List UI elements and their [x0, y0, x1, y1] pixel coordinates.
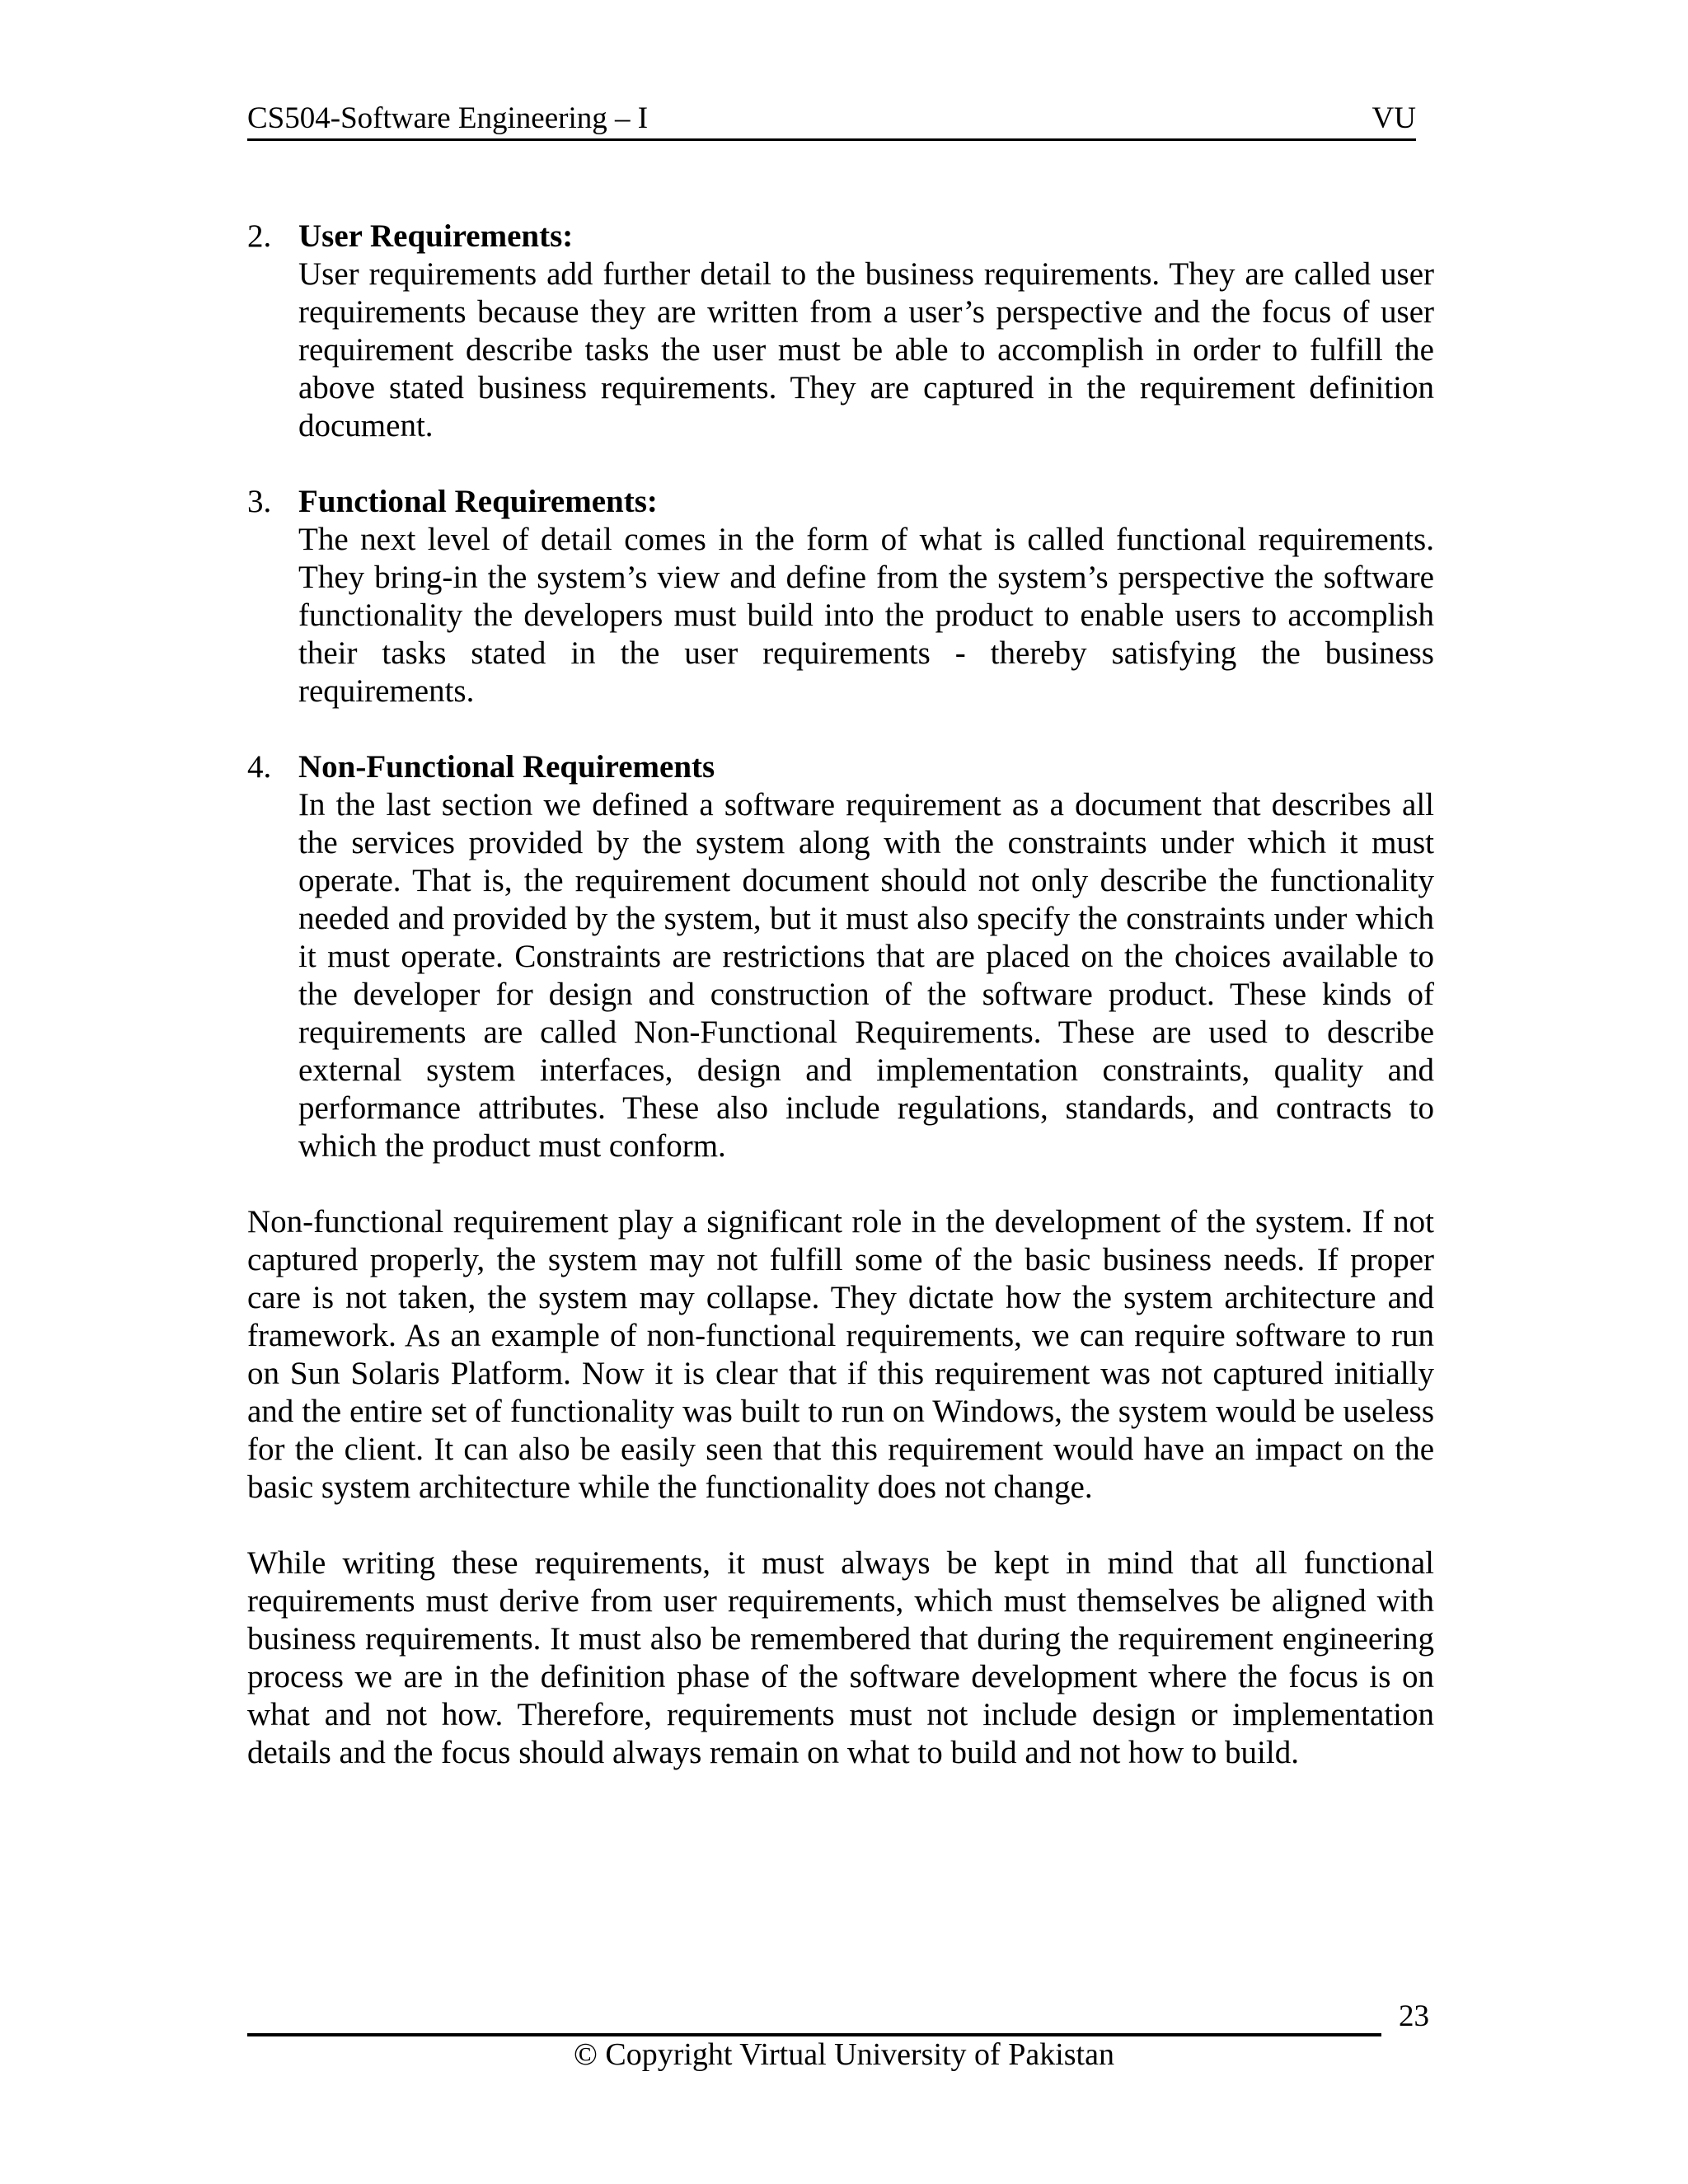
copyright-notice: © Copyright Virtual University of Pakistan [573, 2037, 1114, 2072]
section-title: User Requirements: [298, 218, 574, 254]
section-title: Non-Functional Requirements [298, 749, 715, 785]
section-title: Functional Requirements: [298, 484, 658, 519]
list-number: 4. [247, 749, 272, 785]
section-body: User requirements add further detail to the business requirements. They are called user requirements because they are written from a user’s perspective and the focus of user requirement describe tasks the user must be able to accomplish in order to fulfill the above stated business requirements. They are captured in the requirement definition document. [298, 256, 1434, 443]
list-item-non-functional-requirements [247, 748, 1434, 1165]
page-number: 23 [1399, 1999, 1429, 2033]
list-number: 3. [247, 484, 272, 519]
list-item-functional-requirements [247, 483, 1434, 710]
list-number: 2. [247, 218, 272, 254]
paragraph-writing-requirements: While writing these requirements, it must always be kept in mind that all functional requirements must derive from user requirements, which must themselves be aligned with business requirements. It must also be remembered that during the requirement engineering process we are in the definition phase of the software development where the focus is on what and not how. Therefore, requirements must not include design or implementation details and the focus should always remain on what to build and not how to build. [247, 1545, 1434, 1770]
section-body: In the last section we defined a software requirement as a document that describes all the services provided by the system along with the constraints under which it must operate. That is, the requirement document should not only describe the functionality needed and provided by the system, but it must also specify the constraints under which it must operate. Constraints are restrictions that are placed on the choices available to the developer for design and construction of the software product. These kinds of requirements are called Non-Functional Requirements. These are used to describe external system interfaces, design and implementation constraints, quality and performance attributes. These also include regulations, standards, and contracts to which the product must conform. [298, 787, 1434, 1164]
course-title: CS504-Software Engineering – I [247, 101, 649, 135]
paragraph-non-functional-role: Non-functional requirement play a significant role in the development of the system. If not captured properly, the system may not fulfill some of the basic business needs. If proper care is not taken, the system may collapse. They dictate how the system architecture and framework. As an example of non-functional requirements, we can require software to run on Sun Solaris Platform. Now it is clear that if this requirement was not captured initially and the entire set of functionality was built to run on Windows, the system would be useless for the client. It can also be easily seen that this requirement would have an impact on the basic system architecture while the functionality does not change. [247, 1204, 1434, 1505]
page-content [247, 218, 1434, 1810]
page-header [247, 97, 1416, 141]
list-item-user-requirements [247, 218, 1434, 445]
institution-label: VU [1372, 101, 1416, 135]
section-body: The next level of detail comes in the form of what is called functional requirements. They bring-in the system’s view and define from the system’s perspective the software functionality the developers must build into the product to enable users to accomplish their tasks stated in the user requirements - thereby satisfying the business requirements. [298, 522, 1434, 709]
